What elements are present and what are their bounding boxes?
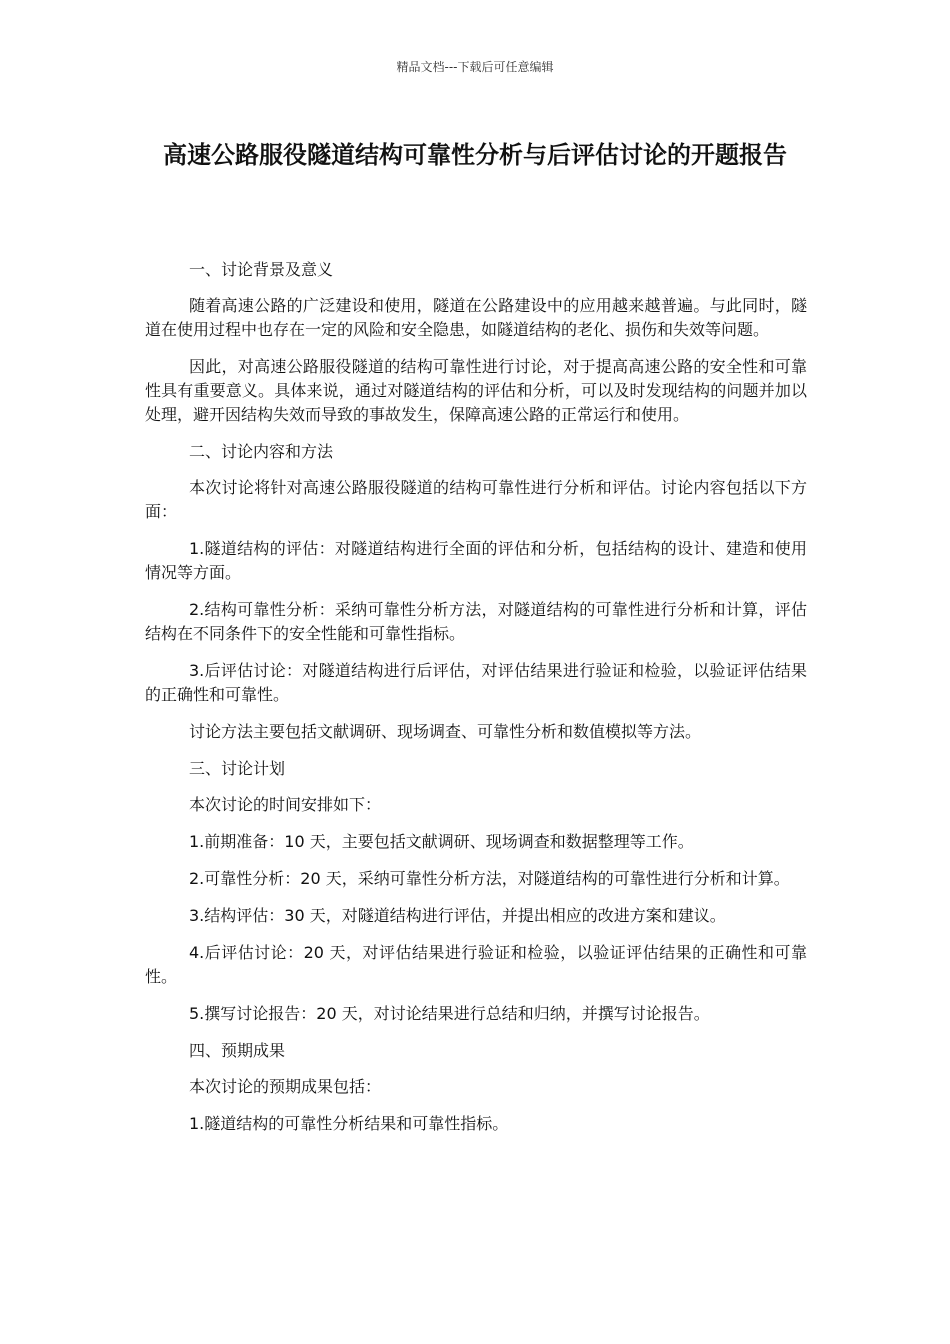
section-heading: 三、讨论计划 <box>189 759 286 778</box>
list-item: 1.隧道结构的可靠性分析结果和可靠性指标。 <box>189 1114 509 1133</box>
section-heading: 二、讨论内容和方法 <box>189 442 334 461</box>
document-title: 高速公路服役隧道结构可靠性分析与后评估讨论的开题报告 <box>163 141 787 169</box>
section-heading: 四、预期成果 <box>189 1041 286 1060</box>
list-item: 3.结构评估：30 天，对隧道结构进行评估，并提出相应的改进方案和建议。 <box>189 906 726 925</box>
list-item: 1.前期准备：10 天，主要包括文献调研、现场调查和数据整理等工作。 <box>189 832 694 851</box>
list-item: 1.隧道结构的评估：对隧道结构进行全面的评估和分析，包括结构的设计、建造和使用情况等方面。 <box>145 539 807 582</box>
list-item: 2.可靠性分析：20 天，采纳可靠性分析方法，对隧道结构的可靠性进行分析和计算。 <box>189 869 790 888</box>
list-item: 4.后评估讨论：20 天，对评估结果进行验证和检验，以验证评估结果的正确性和可靠性。 <box>145 943 807 986</box>
paragraph: 本次讨论将针对高速公路服役隧道的结构可靠性进行分析和评估。讨论内容包括以下方面： <box>145 478 807 521</box>
paragraph: 因此，对高速公路服役隧道的结构可靠性进行讨论，对于提高高速公路的安全性和可靠性具有重要意义。具体来说，通过对隧道结构的评估和分析，可以及时发现结构的问题并加以处理，避开因结构失效而导致的事故发生，保障高速公路的正常运行和使用。 <box>145 357 807 424</box>
paragraph: 随着高速公路的广泛建设和使用，隧道在公路建设中的应用越来越普遍。与此同时，隧道在使用过程中也存在一定的风险和安全隐患，如隧道结构的老化、损伤和失效等问题。 <box>145 296 807 339</box>
list-item: 2.结构可靠性分析：采纳可靠性分析方法，对隧道结构的可靠性进行分析和计算，评估结构在不同条件下的安全性能和可靠性指标。 <box>145 600 807 643</box>
list-item: 5.撰写讨论报告：20 天，对讨论结果进行总结和归纳，并撰写讨论报告。 <box>189 1004 710 1023</box>
document-body <box>145 258 807 1149</box>
paragraph: 本次讨论的时间安排如下： <box>189 795 382 814</box>
paragraph: 讨论方法主要包括文献调研、现场调查、可靠性分析和数值模拟等方法。 <box>189 722 702 741</box>
section-heading: 一、讨论背景及意义 <box>189 260 334 279</box>
paragraph: 本次讨论的预期成果包括： <box>189 1077 382 1096</box>
page-header: 精品文档---下载后可任意编辑 <box>396 60 554 74</box>
list-item: 3.后评估讨论：对隧道结构进行后评估，对评估结果进行验证和检验，以验证评估结果的正确性和可靠性。 <box>145 661 807 704</box>
